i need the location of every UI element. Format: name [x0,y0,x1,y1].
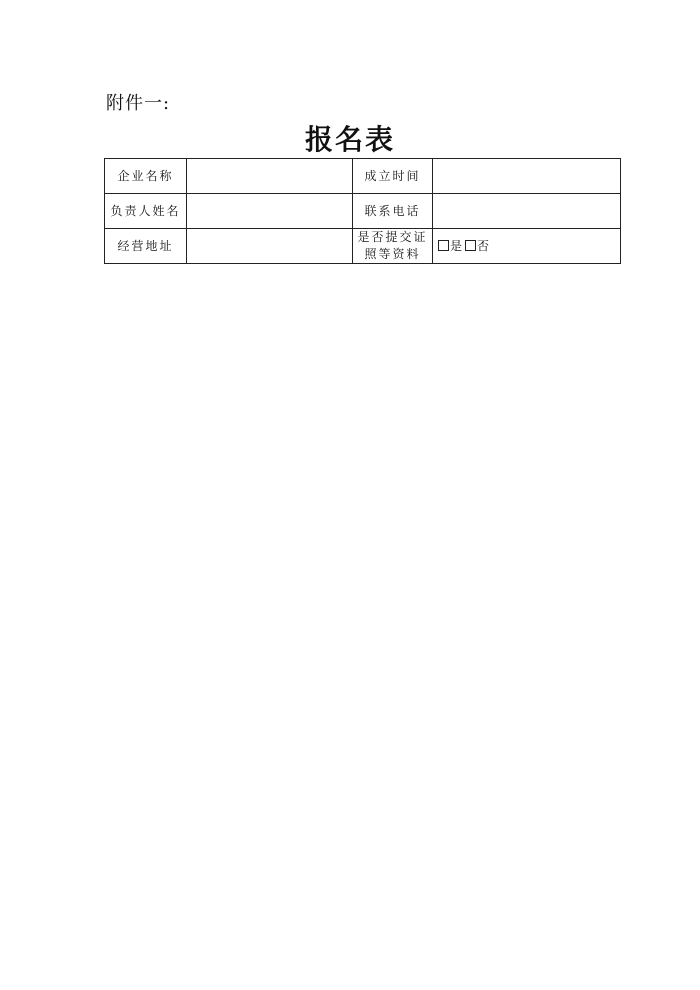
established-date-label: 成立时间 [353,159,433,194]
contact-name-label: 负责人姓名 [105,194,187,229]
phone-label: 联系电话 [353,194,433,229]
established-date-field[interactable] [433,159,621,194]
company-name-field[interactable] [187,159,353,194]
attachment-label: 附件一: [106,93,171,114]
company-name-label: 企业名称 [105,159,187,194]
phone-field[interactable] [433,194,621,229]
page-title: 报名表 [304,123,395,156]
license-submission-label [353,229,433,264]
no-option-label: 否 [477,238,492,253]
no-checkbox[interactable] [465,240,476,251]
table-row [105,159,621,194]
registration-form-table [104,158,621,264]
license-options [433,229,621,264]
contact-name-field[interactable] [187,194,353,229]
yes-option-label: 是 [450,238,465,253]
license-label-line1: 是否提交证 [357,230,428,244]
table-row [105,194,621,229]
address-label: 经营地址 [105,229,187,264]
yes-checkbox[interactable] [438,240,449,251]
address-field[interactable] [187,229,353,264]
table-row [105,229,621,264]
license-label-line2: 照等资料 [364,247,421,261]
